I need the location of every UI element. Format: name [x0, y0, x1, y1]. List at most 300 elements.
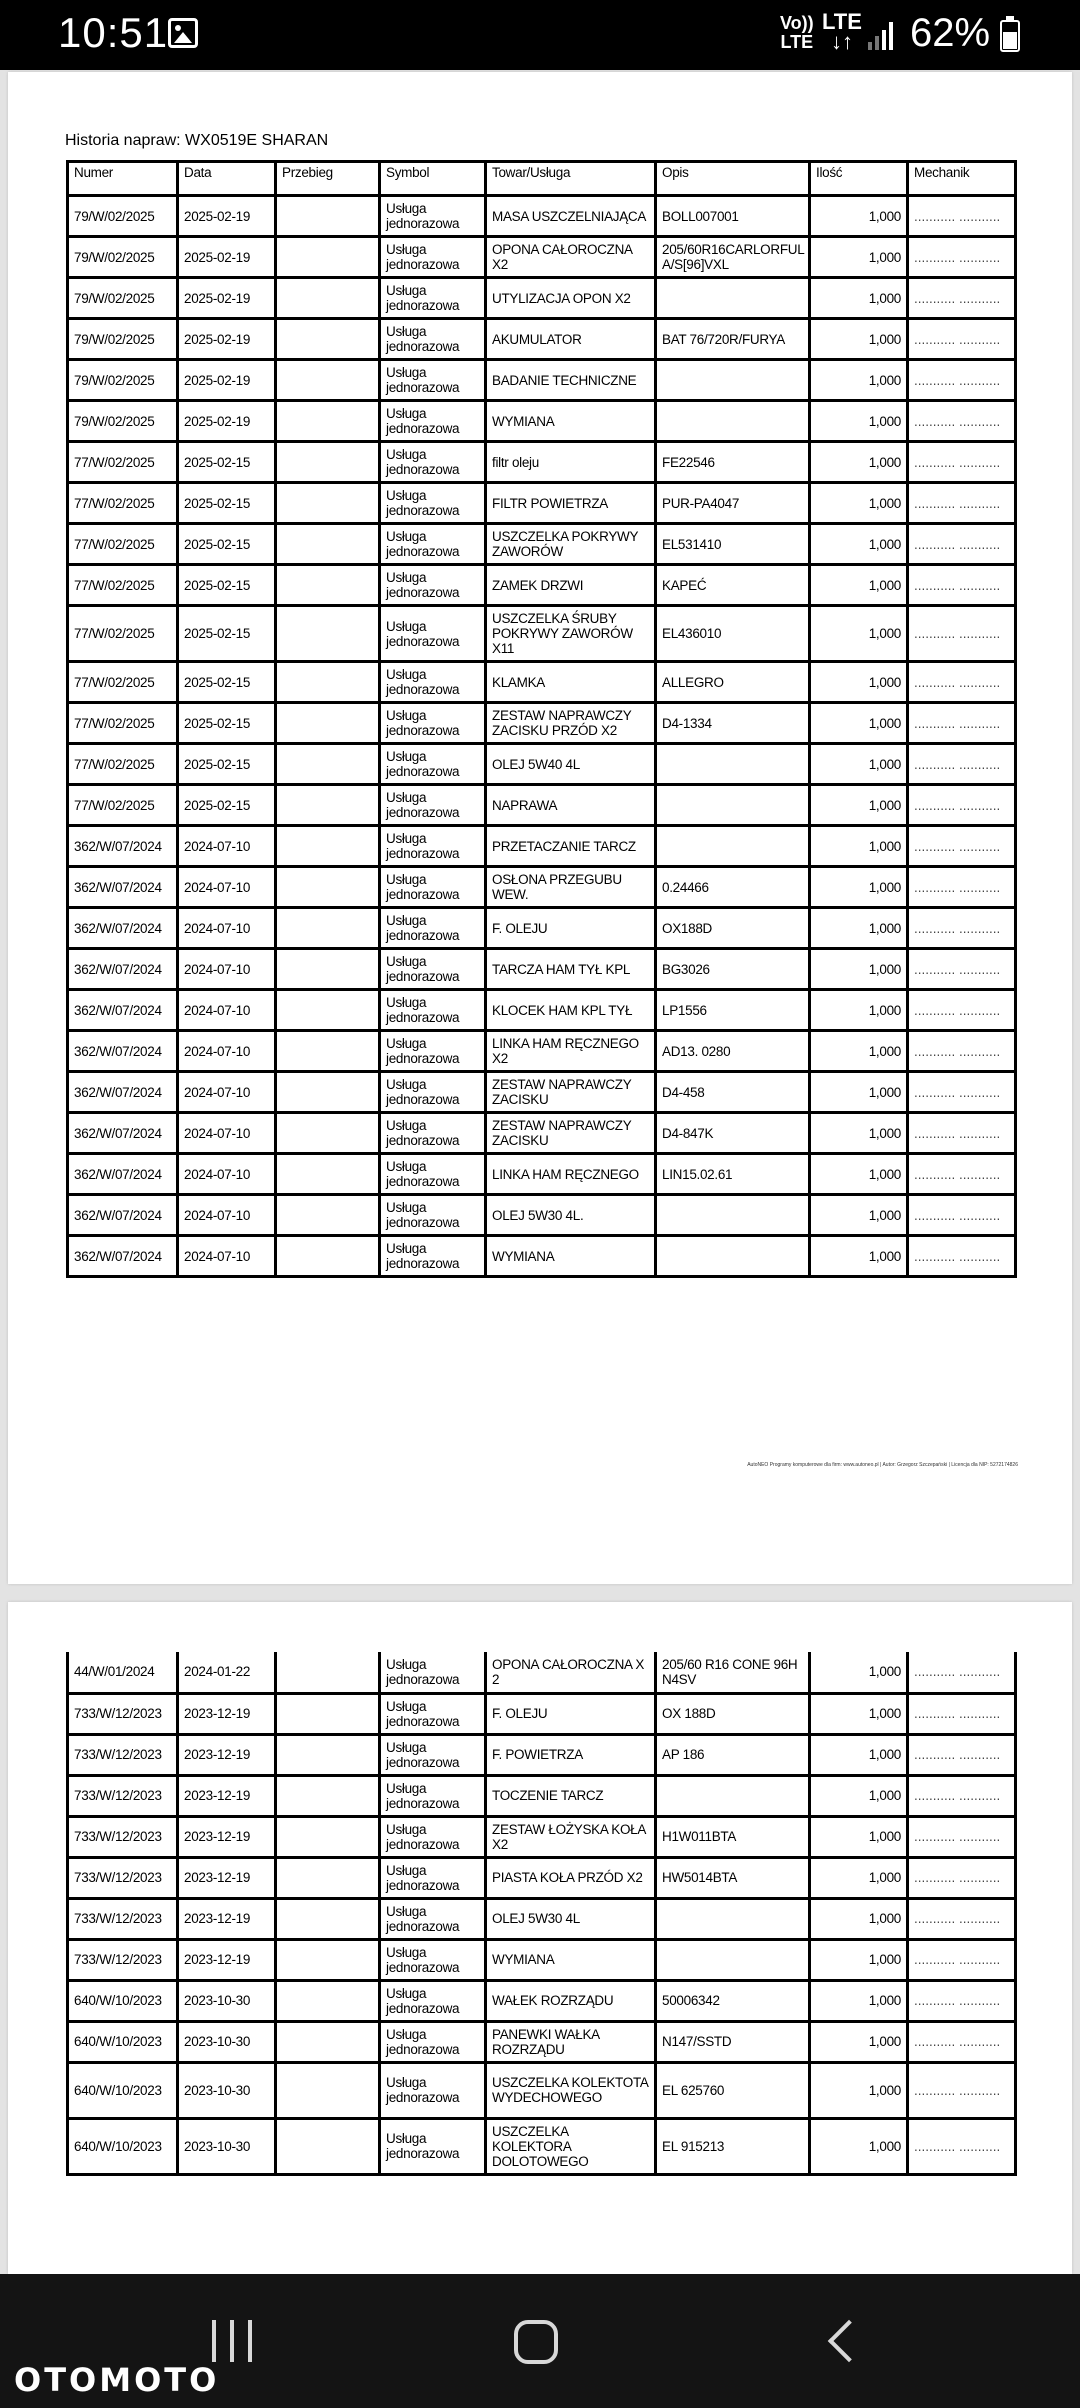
cell-opis: BAT 76/720R/FURYA [656, 319, 810, 360]
cell-ilosc: 1,000 [810, 1693, 908, 1734]
cell-towar: TARCZA HAM TYŁ KPL [486, 949, 656, 990]
table-row [68, 1113, 1016, 1154]
cell-data: 2024-07-10 [178, 867, 276, 908]
cell-numer: 733/W/12/2023 [68, 1816, 178, 1857]
cell-towar: BADANIE TECHNICZNE [486, 360, 656, 401]
cell-opis: BOLL007001 [656, 196, 810, 237]
cell-ilosc: 1,000 [810, 867, 908, 908]
cell-mechanik: ........... ........... [908, 278, 1016, 319]
cell-towar: FILTR POWIETRZA [486, 483, 656, 524]
cell-numer: 77/W/02/2025 [68, 565, 178, 606]
cell-symbol: Usługa jednorazowa [380, 1113, 486, 1154]
cell-przebieg [276, 1775, 380, 1816]
cell-data: 2025-02-19 [178, 278, 276, 319]
table-row [68, 703, 1016, 744]
home-button[interactable] [512, 2314, 562, 2370]
cell-opis: PUR-PA4047 [656, 483, 810, 524]
cell-numer: 362/W/07/2024 [68, 1236, 178, 1277]
cell-towar: OLEJ 5W40 4L [486, 744, 656, 785]
cell-przebieg [276, 1816, 380, 1857]
cell-mechanik: ........... ........... [908, 990, 1016, 1031]
cell-symbol: Usługa jednorazowa [380, 2062, 486, 2118]
cell-numer: 733/W/12/2023 [68, 1857, 178, 1898]
cell-data: 2023-12-19 [178, 1775, 276, 1816]
cell-symbol: Usługa jednorazowa [380, 401, 486, 442]
cell-data: 2024-07-10 [178, 990, 276, 1031]
cell-symbol: Usługa jednorazowa [380, 1734, 486, 1775]
table-row [68, 442, 1016, 483]
cell-ilosc: 1,000 [810, 1236, 908, 1277]
cell-ilosc: 1,000 [810, 1980, 908, 2021]
cell-towar: ZESTAW ŁOŻYSKA KOŁA X2 [486, 1816, 656, 1857]
column-header-ilosc: Ilość [810, 162, 908, 196]
table-row [68, 908, 1016, 949]
cell-przebieg [276, 565, 380, 606]
cell-data: 2024-07-10 [178, 1072, 276, 1113]
cell-symbol: Usługa jednorazowa [380, 1857, 486, 1898]
cell-ilosc: 1,000 [810, 1816, 908, 1857]
cell-numer: 77/W/02/2025 [68, 703, 178, 744]
cell-ilosc: 1,000 [810, 2118, 908, 2174]
cell-mechanik: ........... ........... [908, 1031, 1016, 1072]
cell-przebieg [276, 1236, 380, 1277]
cell-data: 2025-02-15 [178, 483, 276, 524]
cell-ilosc: 1,000 [810, 360, 908, 401]
cell-symbol: Usługa jednorazowa [380, 1980, 486, 2021]
cell-towar: ZESTAW NAPRAWCZY ZACISKU [486, 1113, 656, 1154]
cell-mechanik: ........... ........... [908, 908, 1016, 949]
cell-data: 2023-12-19 [178, 1857, 276, 1898]
cell-symbol: Usługa jednorazowa [380, 278, 486, 319]
volte-indicator: Vo)) LTE [780, 13, 814, 52]
cell-numer: 733/W/12/2023 [68, 1939, 178, 1980]
cell-data: 2023-10-30 [178, 2118, 276, 2174]
cell-symbol: Usługa jednorazowa [380, 1816, 486, 1857]
cell-towar: OSŁONA PRZEGUBU WEW. [486, 867, 656, 908]
cell-data: 2024-07-10 [178, 1031, 276, 1072]
cell-mechanik: ........... ........... [908, 319, 1016, 360]
cell-przebieg [276, 826, 380, 867]
cell-ilosc: 1,000 [810, 565, 908, 606]
cell-ilosc: 1,000 [810, 319, 908, 360]
column-header-opis: Opis [656, 162, 810, 196]
cell-numer: 79/W/02/2025 [68, 319, 178, 360]
table-row [68, 744, 1016, 785]
cell-towar: WYMIANA [486, 401, 656, 442]
cell-numer: 77/W/02/2025 [68, 524, 178, 565]
column-header-mechanik: Mechanik [908, 162, 1016, 196]
cell-symbol: Usługa jednorazowa [380, 2021, 486, 2062]
cell-ilosc: 1,000 [810, 1939, 908, 1980]
cell-towar: WYMIANA [486, 1939, 656, 1980]
cell-przebieg [276, 744, 380, 785]
cell-mechanik: ........... ........... [908, 1154, 1016, 1195]
cell-symbol: Usługa jednorazowa [380, 949, 486, 990]
cell-opis [656, 1195, 810, 1236]
table-row [68, 401, 1016, 442]
cell-data: 2023-10-30 [178, 2062, 276, 2118]
cell-mechanik: ........... ........... [908, 401, 1016, 442]
cell-opis [656, 1898, 810, 1939]
cell-opis: KAPEĆ [656, 565, 810, 606]
cell-opis: 205/60R16CARLORFUL A/S[96]VXL [656, 237, 810, 278]
cell-symbol: Usługa jednorazowa [380, 662, 486, 703]
cell-ilosc: 1,000 [810, 401, 908, 442]
cell-numer: 77/W/02/2025 [68, 785, 178, 826]
cell-opis: OX188D [656, 908, 810, 949]
cell-opis: N147/SSTD [656, 2021, 810, 2062]
table-row [68, 949, 1016, 990]
cell-symbol: Usługa jednorazowa [380, 1693, 486, 1734]
table-row [68, 990, 1016, 1031]
cell-przebieg [276, 1693, 380, 1734]
cell-mechanik: ........... ........... [908, 442, 1016, 483]
table-row [68, 1734, 1016, 1775]
cell-przebieg [276, 785, 380, 826]
cell-data: 2025-02-15 [178, 565, 276, 606]
cell-data: 2025-02-19 [178, 196, 276, 237]
cell-data: 2023-12-19 [178, 1939, 276, 1980]
battery-icon [1000, 20, 1020, 52]
cell-opis: BG3026 [656, 949, 810, 990]
table-row [68, 785, 1016, 826]
cell-opis: OX 188D [656, 1693, 810, 1734]
table-row [68, 867, 1016, 908]
column-header-przebieg: Przebieg [276, 162, 380, 196]
cell-przebieg [276, 1939, 380, 1980]
cell-przebieg [276, 662, 380, 703]
table-row [68, 1775, 1016, 1816]
cell-przebieg [276, 401, 380, 442]
cell-opis [656, 826, 810, 867]
cell-symbol: Usługa jednorazowa [380, 785, 486, 826]
cell-symbol: Usługa jednorazowa [380, 606, 486, 662]
cell-data: 2025-02-15 [178, 606, 276, 662]
cell-numer: 79/W/02/2025 [68, 196, 178, 237]
table-row [68, 360, 1016, 401]
table-row [68, 1939, 1016, 1980]
clock: 10:51 [58, 9, 169, 56]
table-row [68, 606, 1016, 662]
cell-opis [656, 744, 810, 785]
cell-ilosc: 1,000 [810, 1734, 908, 1775]
cell-data: 2024-07-10 [178, 1154, 276, 1195]
cell-towar: ZESTAW NAPRAWCZY ZACISKU PRZÓD X2 [486, 703, 656, 744]
cell-symbol: Usługa jednorazowa [380, 826, 486, 867]
cell-numer: 640/W/10/2023 [68, 2021, 178, 2062]
cell-przebieg [276, 908, 380, 949]
cell-ilosc: 1,000 [810, 662, 908, 703]
cell-symbol: Usługa jednorazowa [380, 1775, 486, 1816]
table-row [68, 1980, 1016, 2021]
cell-towar: F. OLEJU [486, 908, 656, 949]
cell-symbol: Usługa jednorazowa [380, 1195, 486, 1236]
cell-mechanik: ........... ........... [908, 483, 1016, 524]
cell-symbol: Usługa jednorazowa [380, 1898, 486, 1939]
cell-symbol: Usługa jednorazowa [380, 565, 486, 606]
cell-data: 2023-12-19 [178, 1734, 276, 1775]
cell-towar: OPONA CAŁOROCZNA X2 [486, 237, 656, 278]
cell-data: 2024-01-22 [178, 1652, 276, 1693]
cell-opis: D4-1334 [656, 703, 810, 744]
cell-numer: 362/W/07/2024 [68, 949, 178, 990]
cell-opis: FE22546 [656, 442, 810, 483]
cell-numer: 362/W/07/2024 [68, 908, 178, 949]
cell-przebieg [276, 867, 380, 908]
cell-numer: 362/W/07/2024 [68, 1154, 178, 1195]
cell-towar: TOCZENIE TARCZ [486, 1775, 656, 1816]
table-row [68, 1816, 1016, 1857]
status-bar [0, 0, 1080, 70]
cell-towar: MASA USZCZELNIAJĄCA [486, 196, 656, 237]
cell-mechanik: ........... ........... [908, 196, 1016, 237]
cell-przebieg [276, 703, 380, 744]
cell-numer: 733/W/12/2023 [68, 1775, 178, 1816]
cell-przebieg [276, 1857, 380, 1898]
cell-mechanik: ........... ........... [908, 1898, 1016, 1939]
cell-towar: ZAMEK DRZWI [486, 565, 656, 606]
cell-ilosc: 1,000 [810, 1154, 908, 1195]
cell-opis: EL 625760 [656, 2062, 810, 2118]
battery-percentage: 62% [910, 11, 991, 55]
table-row [68, 237, 1016, 278]
cell-mechanik: ........... ........... [908, 1236, 1016, 1277]
table-row [68, 1031, 1016, 1072]
cell-symbol: Usługa jednorazowa [380, 1031, 486, 1072]
cell-data: 2023-12-19 [178, 1816, 276, 1857]
cell-mechanik: ........... ........... [908, 360, 1016, 401]
cell-towar: KLAMKA [486, 662, 656, 703]
cell-data: 2025-02-15 [178, 524, 276, 565]
cell-towar: PRZETACZANIE TARCZ [486, 826, 656, 867]
cell-ilosc: 1,000 [810, 606, 908, 662]
column-header-symbol: Symbol [380, 162, 486, 196]
back-button[interactable] [822, 2314, 862, 2370]
cell-numer: 733/W/12/2023 [68, 1734, 178, 1775]
cell-numer: 362/W/07/2024 [68, 990, 178, 1031]
cell-towar: ZESTAW NAPRAWCZY ZACISKU [486, 1072, 656, 1113]
cell-opis: AP 186 [656, 1734, 810, 1775]
cell-ilosc: 1,000 [810, 949, 908, 990]
cell-data: 2024-07-10 [178, 1236, 276, 1277]
cell-numer: 77/W/02/2025 [68, 442, 178, 483]
cell-data: 2024-07-10 [178, 908, 276, 949]
cell-mechanik: ........... ........... [908, 744, 1016, 785]
cell-symbol: Usługa jednorazowa [380, 196, 486, 237]
cell-numer: 733/W/12/2023 [68, 1898, 178, 1939]
cell-przebieg [276, 2021, 380, 2062]
cell-ilosc: 1,000 [810, 1113, 908, 1154]
cell-numer: 733/W/12/2023 [68, 1693, 178, 1734]
cell-opis: LIN15.02.61 [656, 1154, 810, 1195]
cell-mechanik: ........... ........... [908, 1857, 1016, 1898]
cell-symbol: Usługa jednorazowa [380, 1072, 486, 1113]
cell-data: 2025-02-19 [178, 319, 276, 360]
cell-data: 2023-10-30 [178, 2021, 276, 2062]
cell-mechanik: ........... ........... [908, 2062, 1016, 2118]
cell-data: 2025-02-19 [178, 401, 276, 442]
table-row [68, 1072, 1016, 1113]
cell-symbol: Usługa jednorazowa [380, 360, 486, 401]
cell-przebieg [276, 483, 380, 524]
image-notification-icon [168, 18, 198, 48]
cell-ilosc: 1,000 [810, 278, 908, 319]
repairs-table-continued [66, 1652, 1017, 2176]
cell-przebieg [276, 2118, 380, 2174]
cell-data: 2025-02-19 [178, 360, 276, 401]
cell-ilosc: 1,000 [810, 237, 908, 278]
cell-data: 2024-07-10 [178, 826, 276, 867]
cell-mechanik: ........... ........... [908, 1113, 1016, 1154]
cell-data: 2025-02-15 [178, 785, 276, 826]
cell-przebieg [276, 278, 380, 319]
document-title: Historia napraw: WX0519E SHARAN [65, 132, 329, 149]
cell-data: 2025-02-19 [178, 237, 276, 278]
cell-przebieg [276, 1113, 380, 1154]
table-row [68, 483, 1016, 524]
cell-towar: OPONA CAŁOROCZNA X 2 [486, 1652, 656, 1693]
cell-przebieg [276, 319, 380, 360]
cell-ilosc: 1,000 [810, 1898, 908, 1939]
table-row [68, 278, 1016, 319]
repairs-table [66, 160, 1017, 1278]
cell-towar: OLEJ 5W30 4L [486, 1898, 656, 1939]
column-header-data: Data [178, 162, 276, 196]
cell-numer: 362/W/07/2024 [68, 1195, 178, 1236]
cell-mechanik: ........... ........... [908, 826, 1016, 867]
cell-numer: 79/W/02/2025 [68, 278, 178, 319]
back-arrow-icon [828, 2320, 870, 2362]
cell-opis [656, 278, 810, 319]
cell-przebieg [276, 196, 380, 237]
cell-ilosc: 1,000 [810, 908, 908, 949]
cell-symbol: Usługa jednorazowa [380, 483, 486, 524]
cell-ilosc: 1,000 [810, 1195, 908, 1236]
cell-ilosc: 1,000 [810, 196, 908, 237]
cell-data: 2024-07-10 [178, 1195, 276, 1236]
table-row [68, 524, 1016, 565]
cell-towar: PANEWKI WAŁKA ROZRZĄDU [486, 2021, 656, 2062]
cell-mechanik: ........... ........... [908, 1980, 1016, 2021]
cell-symbol: Usługa jednorazowa [380, 1236, 486, 1277]
cell-numer: 44/W/01/2024 [68, 1652, 178, 1693]
table-row [68, 1154, 1016, 1195]
cell-numer: 362/W/07/2024 [68, 1113, 178, 1154]
cell-data: 2025-02-15 [178, 442, 276, 483]
cell-data: 2024-07-10 [178, 1113, 276, 1154]
table-row [68, 826, 1016, 867]
otomoto-watermark-logo: OTOMOTO [14, 2361, 220, 2399]
column-header-numer: Numer [68, 162, 178, 196]
cell-opis [656, 785, 810, 826]
cell-numer: 362/W/07/2024 [68, 867, 178, 908]
cell-data: 2025-02-15 [178, 703, 276, 744]
cell-data: 2023-12-19 [178, 1693, 276, 1734]
cell-opis: AD13. 0280 [656, 1031, 810, 1072]
cell-opis [656, 401, 810, 442]
cell-ilosc: 1,000 [810, 483, 908, 524]
cell-data: 2023-10-30 [178, 1980, 276, 2021]
cell-przebieg [276, 990, 380, 1031]
cell-ilosc: 1,000 [810, 1775, 908, 1816]
cell-symbol: Usługa jednorazowa [380, 1652, 486, 1693]
cell-mechanik: ........... ........... [908, 2021, 1016, 2062]
cell-symbol: Usługa jednorazowa [380, 237, 486, 278]
cell-data: 2025-02-15 [178, 662, 276, 703]
cell-mechanik: ........... ........... [908, 867, 1016, 908]
cell-towar: WAŁEK ROZRZĄDU [486, 1980, 656, 2021]
cell-ilosc: 1,000 [810, 744, 908, 785]
cell-mechanik: ........... ........... [908, 1816, 1016, 1857]
cell-ilosc: 1,000 [810, 2062, 908, 2118]
cell-ilosc: 1,000 [810, 1072, 908, 1113]
table-row [68, 565, 1016, 606]
lte-indicator: LTE ↓↑ [822, 9, 862, 54]
cell-przebieg [276, 1652, 380, 1693]
cell-ilosc: 1,000 [810, 442, 908, 483]
column-header-towar: Towar/Usługa [486, 162, 656, 196]
cell-opis: D4-847K [656, 1113, 810, 1154]
cell-przebieg [276, 1898, 380, 1939]
cell-mechanik: ........... ........... [908, 1072, 1016, 1113]
document-page-1 [8, 72, 1072, 1584]
cell-towar: OLEJ 5W30 4L. [486, 1195, 656, 1236]
table-row [68, 662, 1016, 703]
cell-numer: 640/W/10/2023 [68, 1980, 178, 2021]
cell-mechanik: ........... ........... [908, 949, 1016, 990]
cell-mechanik: ........... ........... [908, 565, 1016, 606]
cell-przebieg [276, 1980, 380, 2021]
cell-mechanik: ........... ........... [908, 237, 1016, 278]
cell-opis: EL 915213 [656, 2118, 810, 2174]
cell-numer: 362/W/07/2024 [68, 1072, 178, 1113]
cell-towar: PIASTA KOŁA PRZÓD X2 [486, 1857, 656, 1898]
cell-przebieg [276, 1154, 380, 1195]
table-row [68, 2021, 1016, 2062]
cell-symbol: Usługa jednorazowa [380, 442, 486, 483]
cell-opis: D4-458 [656, 1072, 810, 1113]
cell-symbol: Usługa jednorazowa [380, 1154, 486, 1195]
cell-opis: LP1556 [656, 990, 810, 1031]
cell-ilosc: 1,000 [810, 1652, 908, 1693]
cell-symbol: Usługa jednorazowa [380, 744, 486, 785]
cell-mechanik: ........... ........... [908, 2118, 1016, 2174]
cell-ilosc: 1,000 [810, 990, 908, 1031]
cell-opis: 0.24466 [656, 867, 810, 908]
cell-opis: HW5014BTA [656, 1857, 810, 1898]
cell-towar: USZCZELKA ŚRUBY POKRYWY ZAWORÓW X11 [486, 606, 656, 662]
cell-przebieg [276, 1734, 380, 1775]
cell-mechanik: ........... ........... [908, 703, 1016, 744]
cell-numer: 77/W/02/2025 [68, 662, 178, 703]
cell-mechanik: ........... ........... [908, 1939, 1016, 1980]
cell-towar: WYMIANA [486, 1236, 656, 1277]
cell-symbol: Usługa jednorazowa [380, 703, 486, 744]
cell-towar: F. POWIETRZA [486, 1734, 656, 1775]
cell-przebieg [276, 524, 380, 565]
cell-numer: 640/W/10/2023 [68, 2062, 178, 2118]
cell-numer: 362/W/07/2024 [68, 1031, 178, 1072]
table-row [68, 319, 1016, 360]
cell-opis: H1W011BTA [656, 1816, 810, 1857]
cell-ilosc: 1,000 [810, 2021, 908, 2062]
cell-numer: 79/W/02/2025 [68, 401, 178, 442]
cell-mechanik: ........... ........... [908, 1734, 1016, 1775]
cell-numer: 77/W/02/2025 [68, 483, 178, 524]
cell-symbol: Usługa jednorazowa [380, 2118, 486, 2174]
cell-mechanik: ........... ........... [908, 1195, 1016, 1236]
table-row [68, 1236, 1016, 1277]
